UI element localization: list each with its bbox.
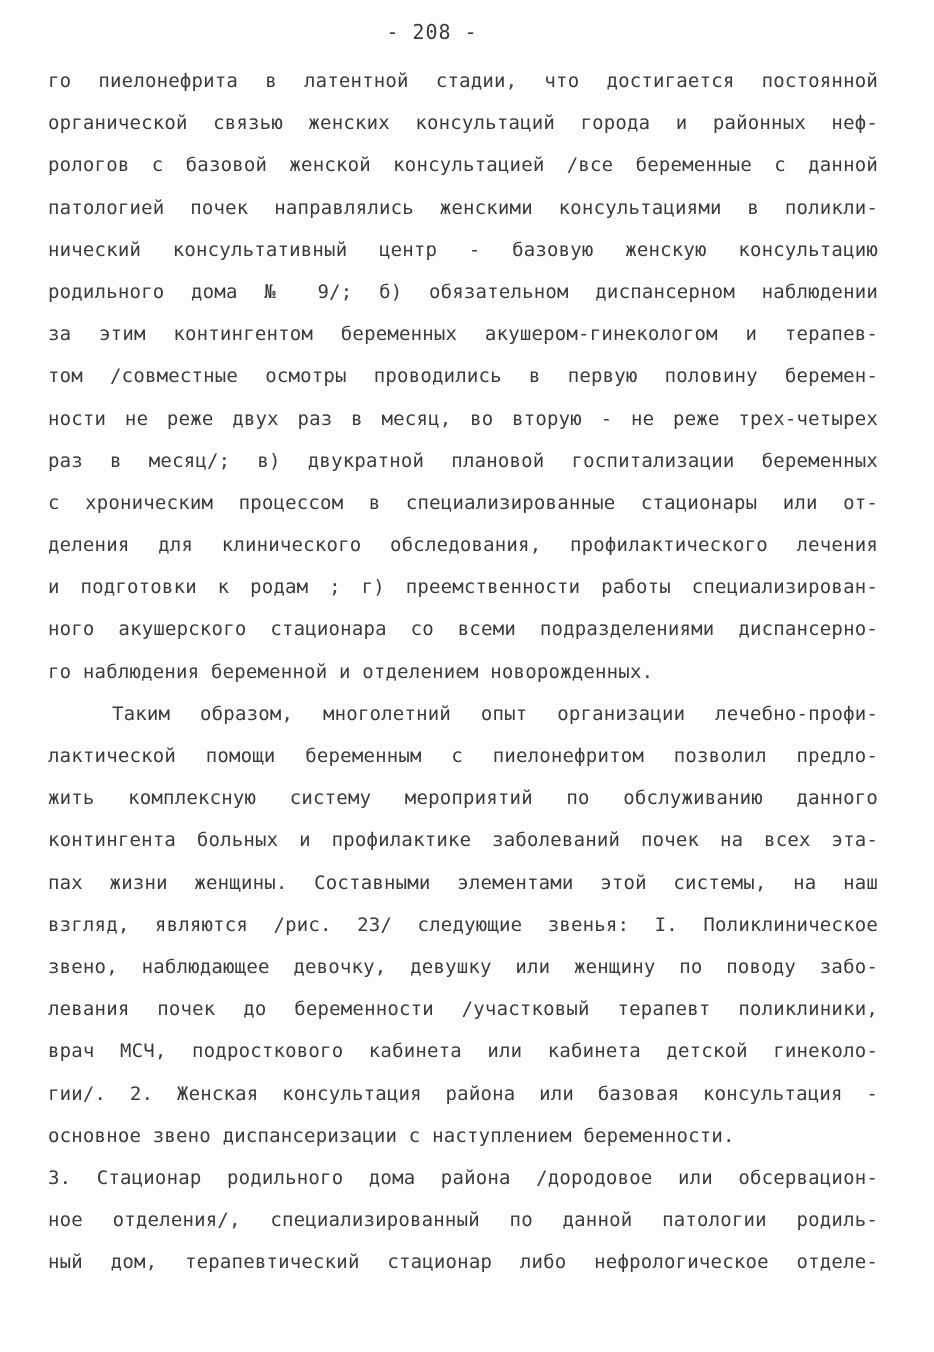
text-line: пах жизни женщины. Составными элементами этой системы, на наш xyxy=(48,871,878,894)
text-line: 3. Стационар родильного дома района /дородовое или обсервацион- xyxy=(48,1166,878,1189)
text-line: патологией почек направлялись женскими консультациями в поликли- xyxy=(48,196,878,219)
text-line: гии/. 2. Женская консультация района или базовая консультация - xyxy=(48,1082,878,1105)
text-line: с хроническим процессом в специализированные стационары или от- xyxy=(48,491,878,514)
text-line: деления для клинического обследования, профилактического лечения xyxy=(48,534,878,557)
text-line: го наблюдения беременной и отделением новорожденных. xyxy=(48,660,654,683)
text-line: врач МСЧ, подросткового кабинета или кабинета детской гинеколо- xyxy=(48,1040,878,1063)
text-line: родильного дома № 9/; б) обязательном диспансерном наблюдении xyxy=(48,280,878,303)
text-line: ный дом, терапевтический стационар либо нефрологическое отделе- xyxy=(48,1251,878,1274)
body-text xyxy=(48,60,878,1283)
text-line: контингента больных и профилактике заболеваний почек на всех эта- xyxy=(48,829,878,852)
text-line: том /совместные осмотры проводились в первую половину беремен- xyxy=(48,365,878,388)
text-line: органической связью женских консультаций города и районных неф- xyxy=(48,112,878,135)
text-line: звено, наблюдающее девочку, девушку или женщину по поводу забо- xyxy=(48,955,878,978)
text-line: рологов с базовой женской консультацией /все беременные с данной xyxy=(48,154,878,177)
text-line: раз в месяц/; в) двукратной плановой госпитализации беременных xyxy=(48,449,878,472)
paragraph-start-line: Таким образом, многолетний опыт организации лечебно-профи- xyxy=(112,702,878,725)
text-line: основное звено диспансеризации с наступлением беременности. xyxy=(48,1124,735,1147)
text-line: жить комплексную систему мероприятий по обслуживанию данного xyxy=(48,787,878,810)
text-line: лактической помощи беременным с пиелонефритом позволил предло- xyxy=(48,745,878,767)
text-line: ного акушерского стационара со всеми подразделениями диспансерно- xyxy=(48,618,878,641)
text-line: го пиелонефрита в латентной стадии, что достигается постоянной xyxy=(48,70,878,92)
text-line: ности не реже двух раз в месяц, во вторую - не реже трех-четырех xyxy=(48,407,878,430)
text-line: и подготовки к родам ; г) преемственности работы специализирован- xyxy=(48,576,878,599)
text-line: левания почек до беременности /участковый терапевт поликлиники, xyxy=(48,998,878,1021)
page-number: - 208 - xyxy=(386,20,478,44)
text-line: за этим контингентом беременных акушером-гинекологом и терапев- xyxy=(48,323,878,346)
text-line: нический консультативный центр - базовую женскую консультацию xyxy=(48,238,878,261)
text-line: ное отделения/, специализированный по данной патологии родиль- xyxy=(48,1209,878,1232)
text-line: взгляд, являются /рис. 23/ следующие звенья: I. Поликлиническое xyxy=(48,913,878,936)
